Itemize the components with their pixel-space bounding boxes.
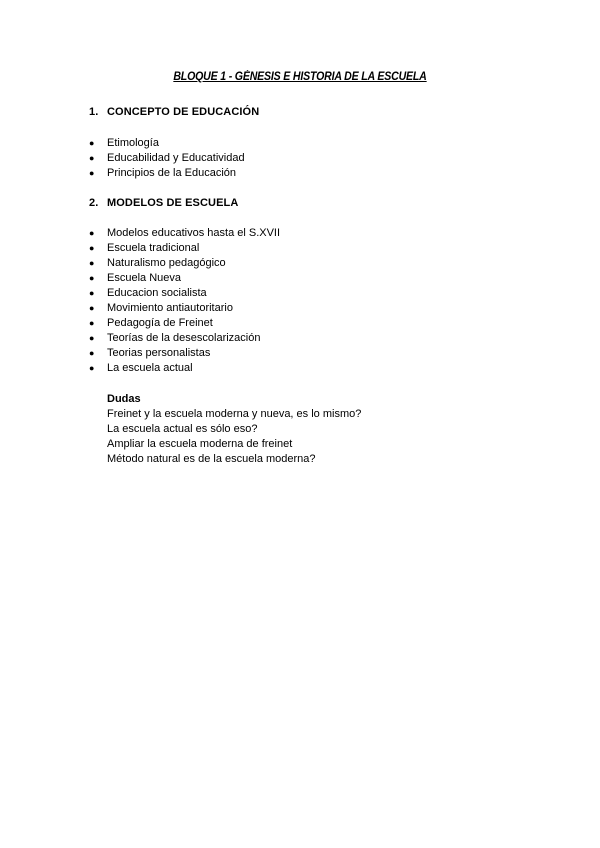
list-item: [89, 331, 280, 346]
bullet-icon: ●: [89, 273, 95, 283]
bullet-icon: ●: [89, 168, 95, 178]
list-item: [89, 166, 245, 181]
list-item: [89, 346, 280, 361]
section-list-concepto: [89, 136, 245, 181]
section-heading-text: MODELOS DE ESCUELA: [107, 197, 239, 209]
list-item: [89, 226, 280, 241]
list-item-text: Principios de la Educación: [107, 167, 237, 179]
bullet-icon: ●: [89, 243, 95, 253]
list-item-text: La escuela actual: [107, 362, 193, 374]
section-heading-text: CONCEPTO DE EDUCACIÓN: [107, 106, 260, 118]
list-item-text: Teorias personalistas: [107, 347, 211, 359]
list-item: [89, 151, 245, 166]
section-heading-modelos: [89, 197, 238, 209]
section-number: 2.: [89, 197, 99, 209]
list-item: [89, 286, 280, 301]
list-item-text: Naturalismo pedagógico: [107, 257, 226, 269]
dudas-title: Dudas: [107, 393, 141, 405]
list-item-text: Etimología: [107, 137, 159, 149]
bullet-icon: ●: [89, 363, 95, 373]
section-number: 1.: [89, 106, 99, 118]
list-item: [89, 361, 280, 376]
bullet-icon: ●: [89, 333, 95, 343]
dudas-question: Ampliar la escuela moderna de freinet: [107, 438, 293, 450]
list-item-text: Escuela tradicional: [107, 242, 200, 254]
section-list-modelos: [89, 226, 280, 376]
bullet-icon: ●: [89, 348, 95, 358]
list-item-text: Escuela Nueva: [107, 272, 181, 284]
list-item-text: Teorías de la desescolarización: [107, 332, 261, 344]
list-item: [89, 241, 280, 256]
list-item: [89, 256, 280, 271]
bullet-icon: ●: [89, 318, 95, 328]
document-title: BLOQUE 1 - GÉNESIS E HISTORIA DE LA ESCUELA: [173, 71, 427, 83]
list-item: [89, 301, 280, 316]
list-item: [89, 316, 280, 331]
bullet-icon: ●: [89, 138, 95, 148]
list-item-text: Educabilidad y Educatividad: [107, 152, 245, 164]
list-item: [89, 136, 245, 151]
section-heading-concepto: [89, 106, 259, 118]
bullet-icon: ●: [89, 303, 95, 313]
list-item-text: Educacion socialista: [107, 287, 207, 299]
dudas-question: Método natural es de la escuela moderna?: [107, 453, 316, 465]
list-item-text: Pedagogía de Freinet: [107, 317, 213, 329]
list-item-text: Movimiento antiautoritario: [107, 302, 233, 314]
list-item-text: Modelos educativos hasta el S.XVII: [107, 227, 281, 239]
bullet-icon: ●: [89, 153, 95, 163]
dudas-question: Freinet y la escuela moderna y nueva, es lo mismo?: [107, 408, 362, 420]
bullet-icon: ●: [89, 228, 95, 238]
dudas-block: [107, 392, 361, 467]
bullet-icon: ●: [89, 288, 95, 298]
dudas-question: La escuela actual es sólo eso?: [107, 423, 258, 435]
list-item: [89, 271, 280, 286]
bullet-icon: ●: [89, 258, 95, 268]
